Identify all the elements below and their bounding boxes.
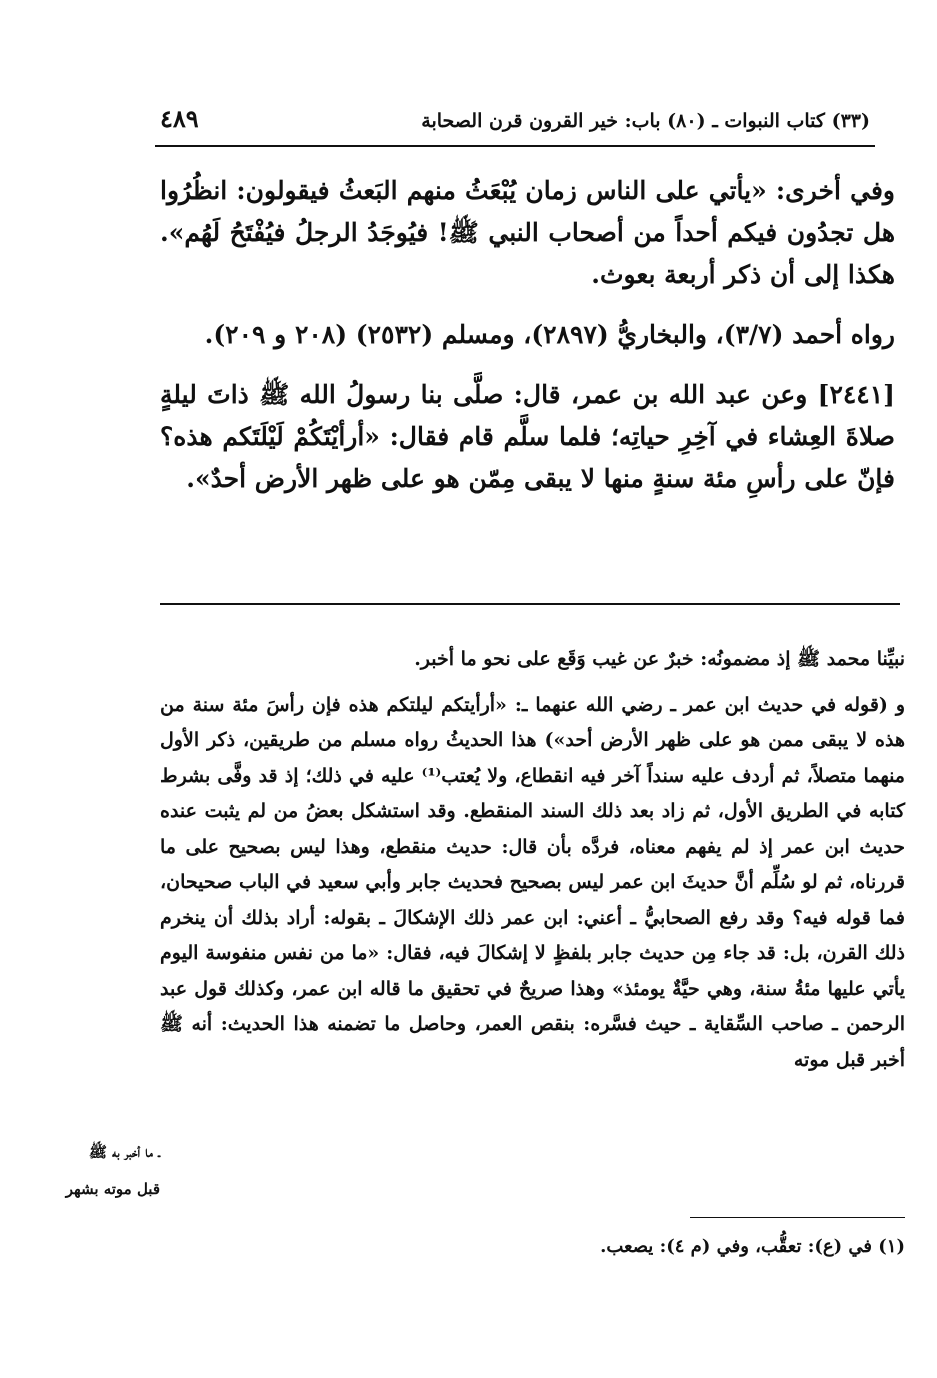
header-rule: [155, 145, 875, 147]
commentary-paragraph: نبيِّنا محمد ﷺ إذ مضمونُه: خبرٌ عن غيب وَقَع على نحو ما أخبر.: [414, 648, 905, 670]
commentary-paragraph: و (قوله في حديث ابن عمر ـ رضي الله عنهما ـ: «أرأيتكم ليلتكم هذه فإن رأسَ مئة سنة من هذه لا يبقى ممن هو على ظهر الأرض أحد») هذا الحديثُ رواه مسلم من طريقين، ذكر الأول منهما متصلاً، ثم أردف عليه سنداً آخر فيه انقطاع، ولا يُعتب⁽¹⁾ عليه في ذلك؛ إذ قد وفَّى بشرط كتابه في الطريق الأول، ثم زاد بعد ذلك السند المنقطع. وقد استشكل بعضُ من لم يثبت عنده حديث ابن عمر إذ لم يفهم معناه، فردَّه بأن قال: حديث منقطع، وهذا ليس بصحيح على ما قررناه، ثم لو سُلِّم أنَّ حديثَ ابن عمر ليس بصحيح فحديث جابر وأبي سعيد في الباب صحيحان، فما قوله فيه؟ وقد رفع الصحابيُّ ـ أعني: ابن عمر ذلك الإشكالَ ـ بقوله: أراد بذلك أن ينخرم ذلك القرن، بل: قد جاء مِن حديث جابر بلفظٍ لا إشكالَ فيه، فقال: «ما من نفس منفوسة اليوم يأتي عليها مئةُ سنة، وهي حيَّةٌ يومئذ» وهذا صريحٌ في تحقيق ما قاله ابن عمر، وكذلك قول عبد الرحمن ـ صاحب السِّقاية ـ حيث فسَّره: بنقص العمر، وحاصل ما تضمنه هذا الحديث: أنه ﷺ أخبر قبل موته: [160, 693, 906, 1071]
hadith-source: رواه أحمد (٣/٧)، والبخاريُّ (٢٨٩٧)، ومسلم (٢٥٣٢) (٢٠٨ و ٢٠٩).: [204, 320, 895, 349]
margin-note: قبل موته بشهر: [65, 1180, 160, 1198]
page-header: [150, 100, 870, 140]
footnote-rule: [690, 1217, 905, 1218]
hadith-text: [160, 170, 895, 518]
hadith-2441: [٢٤٤١] وعن عبد الله بن عمر، قال: صلَّى بنا رسولُ الله ﷺ ذاتَ ليلةٍ صلاةَ العِشاء في آخِرِ حياتِه؛ فلما سلَّم قام فقال: «أرأيْتَكُمْ لَيْلَتَكم هذه؟ فإنّ على رأسِ مئة سنةٍ منها لا يبقى مِمّن هو على ظهر الأرض أحدٌ».: [160, 380, 895, 493]
running-head: (٣٣) كتاب النبوات ـ (٨٠) باب: خير القرون قرن الصحابة: [421, 110, 870, 132]
hadith-paragraph: وفي أخرى: «يأتي على الناس زمان يُبْعَثُ منهم البَعثُ فيقولون: انظُرُوا هل تجدُون فيكم أحداً من أصحاب النبي ﷺ! فيُوجَدُ الرجلُ فيُفْتَحُ لَهُم». هكذا إلى أن ذكر أربعة بعوث.: [160, 176, 895, 289]
page-number: ٤٨٩: [160, 104, 199, 133]
section-divider: [160, 603, 900, 605]
margin-note: ـ ما أخبر به ﷺ: [88, 1143, 160, 1161]
commentary-text: [160, 642, 905, 1088]
footnote: (١) في (ع): تعقُّب، وفي (م ٤): يصعب.: [600, 1236, 905, 1257]
